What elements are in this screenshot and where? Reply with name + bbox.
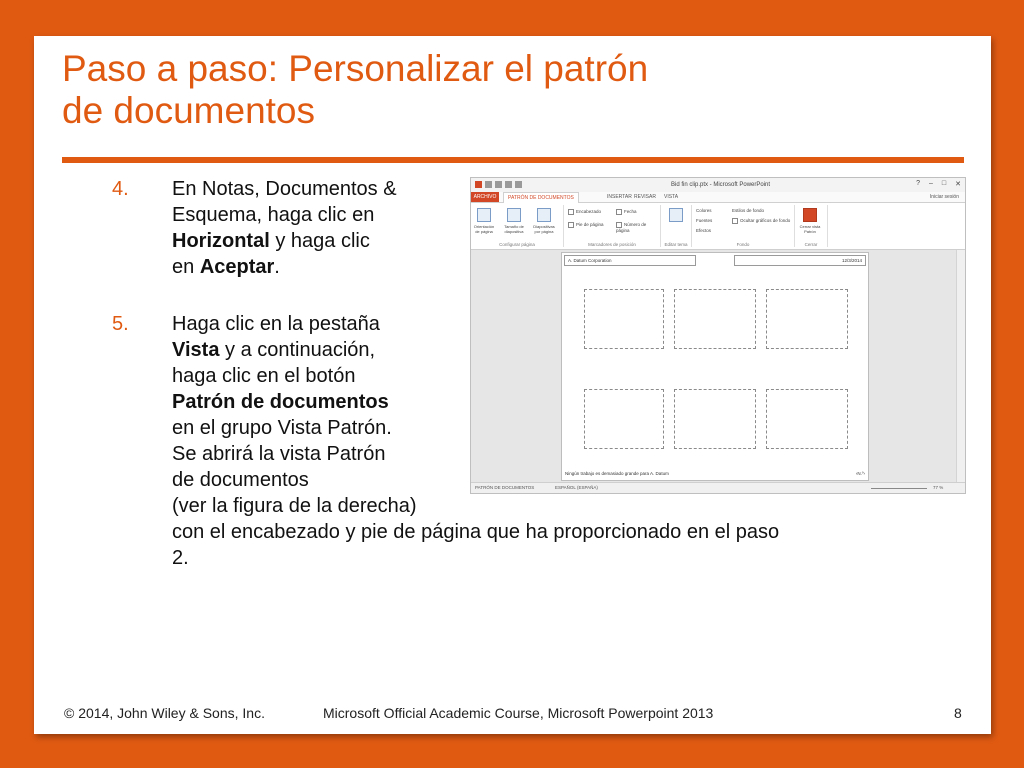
status-language[interactable]: ESPAÑOL (ESPAÑA)	[555, 485, 598, 490]
window-title: Bid fin clip.ptx - Microsoft PowerPoint	[671, 182, 771, 188]
group-fondo	[692, 205, 795, 247]
step-line: Haga clic en la pestaña	[172, 313, 380, 335]
zoom-slider[interactable]	[871, 488, 927, 489]
header-placeholder[interactable]: A. Datum Corporation	[564, 255, 696, 266]
ribbon	[471, 203, 965, 250]
slide-placeholder	[584, 289, 664, 349]
group-label: Fondo	[736, 242, 750, 247]
step-line: Patrón de documentos	[172, 391, 389, 413]
help-icon[interactable]: ?	[916, 180, 920, 187]
step-line: Horizontal y haga clic	[172, 230, 370, 252]
effects-button[interactable]: Efectos	[696, 228, 712, 233]
group-configurar-pagina	[471, 205, 564, 247]
slide-title-line-2: de documentos	[62, 90, 316, 131]
step-line: En Notas, Documentos &	[172, 178, 397, 200]
quick-access-toolbar	[475, 181, 522, 188]
hide-background-checkbox[interactable]: Ocultar gráficos de fondo	[732, 218, 790, 224]
undo-icon[interactable]	[495, 181, 502, 188]
step-line: (ver la figura de la derecha)	[172, 495, 417, 517]
orientation-button[interactable]: Orientación de página	[473, 208, 495, 234]
step-line: de documentos	[172, 469, 309, 491]
vertical-scrollbar[interactable]	[956, 250, 965, 482]
copyright-text: © 2014, John Wiley & Sons, Inc.	[64, 705, 265, 721]
background-styles-button[interactable]: Estilos de fondo	[732, 208, 765, 213]
course-title: Microsoft Official Academic Course, Microsoft Powerpoint 2013	[323, 705, 714, 721]
start-slideshow-icon[interactable]	[515, 181, 522, 188]
step-number: 5.	[112, 313, 129, 335]
slide-size-button[interactable]: Tamaño de diapositiva	[503, 208, 525, 234]
close-master-view-button[interactable]: Cerrar vista Patrón	[799, 208, 821, 234]
powerpoint-handout-master-screenshot	[470, 177, 966, 494]
tab-insertar[interactable]: INSERTAR	[607, 194, 632, 200]
group-label: Configurar página	[499, 242, 535, 247]
orientation-icon	[477, 208, 491, 222]
window-controls	[916, 180, 961, 188]
ribbon-tabs	[471, 192, 965, 203]
colors-button[interactable]: Colores	[696, 208, 712, 213]
slides-per-page-button[interactable]: Diapositivas por página	[533, 208, 555, 234]
step-line: Se abrirá la vista Patrón	[172, 443, 386, 465]
group-label: Marcadores de posición	[588, 242, 636, 247]
sign-in-link[interactable]: Iniciar sesión	[929, 194, 959, 200]
page-number: 8	[954, 705, 962, 721]
step-line: Esquema, haga clic en	[172, 204, 375, 226]
tab-patron-documentos[interactable]: PATRÓN DE DOCUMENTOS	[503, 192, 579, 203]
group-cerrar	[795, 205, 828, 247]
powerpoint-app-icon	[475, 181, 482, 188]
page-number-placeholder[interactable]: ‹N.º›	[855, 471, 865, 476]
step-line: con el encabezado y pie de página que ha proporcionado en el paso	[172, 521, 780, 543]
maximize-icon[interactable]: □	[941, 180, 947, 187]
editing-area	[471, 250, 965, 482]
slide-placeholder	[766, 289, 848, 349]
minimize-icon[interactable]: –	[928, 180, 933, 187]
slide-placeholder	[674, 389, 756, 449]
save-icon[interactable]	[485, 181, 492, 188]
date-checkbox[interactable]: Fecha	[616, 209, 637, 215]
slide	[34, 36, 991, 734]
tab-revisar[interactable]: REVISAR	[634, 194, 656, 200]
themes-icon	[669, 208, 683, 222]
title-divider	[62, 157, 964, 163]
footer-placeholder[interactable]: Ningún trabajo es demasiado grande para A. Datum	[565, 471, 669, 476]
zoom-level[interactable]: 77 %	[933, 485, 944, 490]
themes-button[interactable]	[665, 208, 687, 224]
group-editar-tema	[661, 205, 692, 247]
step-line: haga clic en el botón	[172, 365, 356, 387]
page-number-checkbox[interactable]: Número de página	[616, 222, 647, 233]
step-line: 2.	[172, 547, 189, 569]
handout-page	[561, 252, 869, 481]
slide-placeholder	[674, 289, 756, 349]
fonts-button[interactable]: Fuentes	[696, 218, 713, 223]
footer-checkbox[interactable]: Pie de página	[568, 222, 604, 228]
group-marcadores	[564, 205, 661, 247]
step-number: 4.	[112, 178, 129, 200]
group-label: Editar tema	[664, 242, 688, 247]
status-view-name: PATRÓN DE DOCUMENTOS	[475, 485, 535, 490]
step-line: en el grupo Vista Patrón.	[172, 417, 392, 439]
step-line: Vista y a continuación,	[172, 339, 376, 361]
date-placeholder[interactable]: 12/3/2014	[734, 255, 866, 266]
window-titlebar	[471, 178, 965, 192]
tab-vista[interactable]: VISTA	[664, 194, 679, 200]
slide-title-line-1: Paso a paso: Personalizar el patrón	[62, 48, 649, 89]
close-icon[interactable]: ✕	[955, 181, 961, 188]
redo-icon[interactable]	[505, 181, 512, 188]
slide-placeholder	[584, 389, 664, 449]
slide-placeholder	[766, 389, 848, 449]
close-master-icon	[803, 208, 817, 222]
slide-size-icon	[507, 208, 521, 222]
tab-archivo[interactable]: ARCHIVO	[471, 192, 499, 202]
group-label: Cerrar	[804, 242, 818, 247]
header-checkbox[interactable]: Encabezado	[568, 209, 601, 215]
slide-title	[62, 48, 962, 132]
status-bar	[471, 482, 965, 493]
step-line: en Aceptar.	[172, 256, 280, 278]
slide-footer	[34, 705, 991, 725]
step-body	[172, 176, 397, 280]
slides-per-page-icon	[537, 208, 551, 222]
